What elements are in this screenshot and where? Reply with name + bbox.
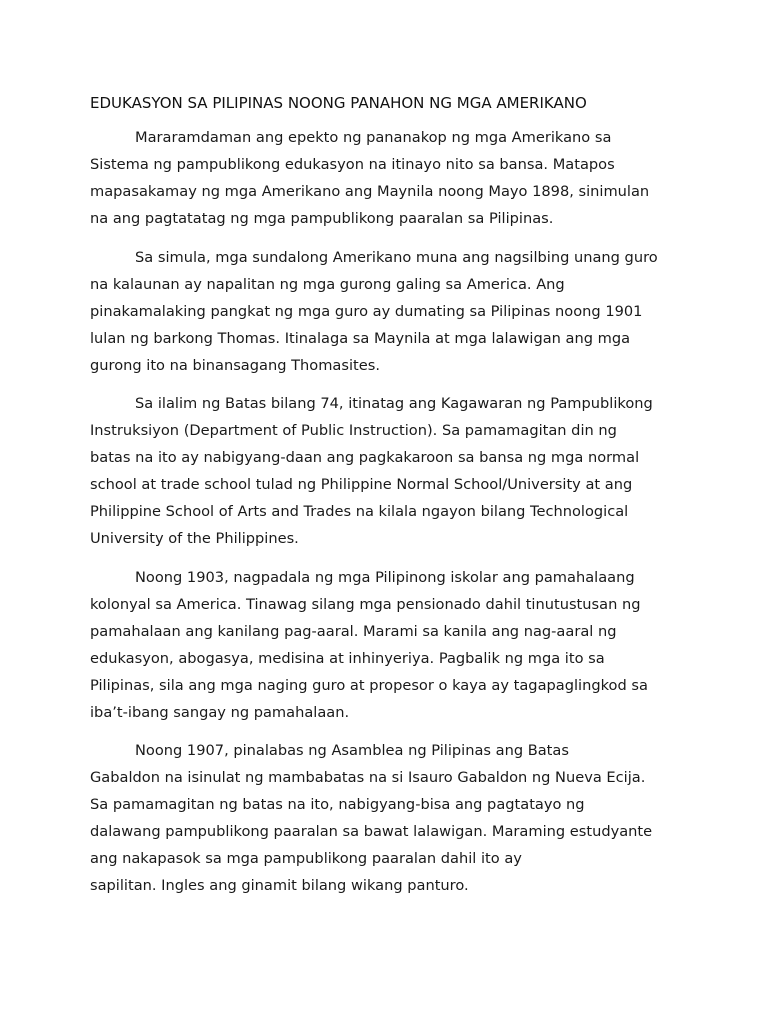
paragraph-line: pinakamalaking pangkat ng mga guro ay dumating sa Pilipinas noong 1901 — [90, 303, 643, 320]
paragraph-line: dalawang pampublikong paaralan sa bawat lalawigan. Maraming estudyante — [90, 823, 653, 840]
paragraph-line: Instruksiyon (Department of Public Instruction). Sa pamamagitan din ng — [90, 422, 617, 439]
paragraph-line: Sa ilalim ng Batas bilang 74, itinatag ang Kagawaran ng Pampublikong — [135, 395, 653, 412]
paragraph-line: Pilipinas, sila ang mga naging guro at propesor o kaya ay tagapaglingkod sa — [90, 677, 648, 694]
paragraph-1 — [90, 124, 649, 232]
paragraph-line: kolonyal sa America. Tinawag silang mga pensionado dahil tinutustusan ng — [90, 596, 641, 613]
paragraph-line: ang nakapasok sa mga pampublikong paaralan dahil ito ay — [90, 850, 522, 867]
paragraph-line: Noong 1903, nagpadala ng mga Pilipinong iskolar ang pamahalaang — [135, 569, 635, 586]
paragraph-line: Noong 1907, pinalabas ng Asamblea ng Pilipinas ang Batas — [135, 742, 569, 759]
paragraph-line: Sa pamamagitan ng batas na ito, nabigyang-bisa ang pagtatayo ng — [90, 796, 585, 813]
paragraph-line: University of the Philippines. — [90, 530, 299, 547]
paragraph-line: school at trade school tulad ng Philippine Normal School/University at ang — [90, 476, 633, 493]
paragraph-line: Sa simula, mga sundalong Amerikano muna ang nagsilbing unang guro — [135, 249, 658, 266]
paragraph-line: Sistema ng pampublikong edukasyon na itinayo nito sa bansa. Matapos — [90, 156, 615, 173]
paragraph-line: mapasakamay ng mga Amerikano ang Maynila noong Mayo 1898, sinimulan — [90, 183, 650, 200]
paragraph-line: Philippine School of Arts and Trades na kilala ngayon bilang Technological — [90, 503, 629, 520]
paragraph-2 — [90, 244, 658, 379]
paragraph-line: edukasyon, abogasya, medisina at inhinyeriya. Pagbalik ng mga ito sa — [90, 650, 605, 667]
paragraph-line: Gabaldon na isinulat ng mambabatas na si Isauro Gabaldon ng Nueva Ecija. — [90, 769, 646, 786]
paragraph-line: pamahalaan ang kanilang pag-aaral. Marami sa kanila ang nag-aaral ng — [90, 623, 617, 640]
paragraph-line: Mararamdaman ang epekto ng pananakop ng mga Amerikano sa — [135, 129, 612, 146]
paragraph-4 — [90, 564, 648, 726]
paragraph-5 — [90, 737, 652, 899]
paragraph-line: gurong ito na binansagang Thomasites. — [90, 357, 380, 374]
paragraph-line: lulan ng barkong Thomas. Itinalaga sa Maynila at mga lalawigan ang mga — [90, 330, 631, 347]
paragraph-line: sapilitan. Ingles ang ginamit bilang wikang panturo. — [90, 877, 469, 894]
paragraph-line: iba’t-ibang sangay ng pamahalaan. — [90, 704, 350, 721]
paragraph-line: na ang pagtatatag ng mga pampublikong paaralan sa Pilipinas. — [90, 210, 554, 227]
paragraph-line: na kalaunan ay napalitan ng mga gurong galing sa America. Ang — [90, 276, 565, 293]
document-title: EDUKASYON SA PILIPINAS NOONG PANAHON NG MGA AMERIKANO — [90, 94, 587, 112]
paragraph-3 — [90, 390, 653, 552]
paragraph-line: batas na ito ay nabigyang-daan ang pagkakaroon sa bansa ng mga normal — [90, 449, 640, 466]
